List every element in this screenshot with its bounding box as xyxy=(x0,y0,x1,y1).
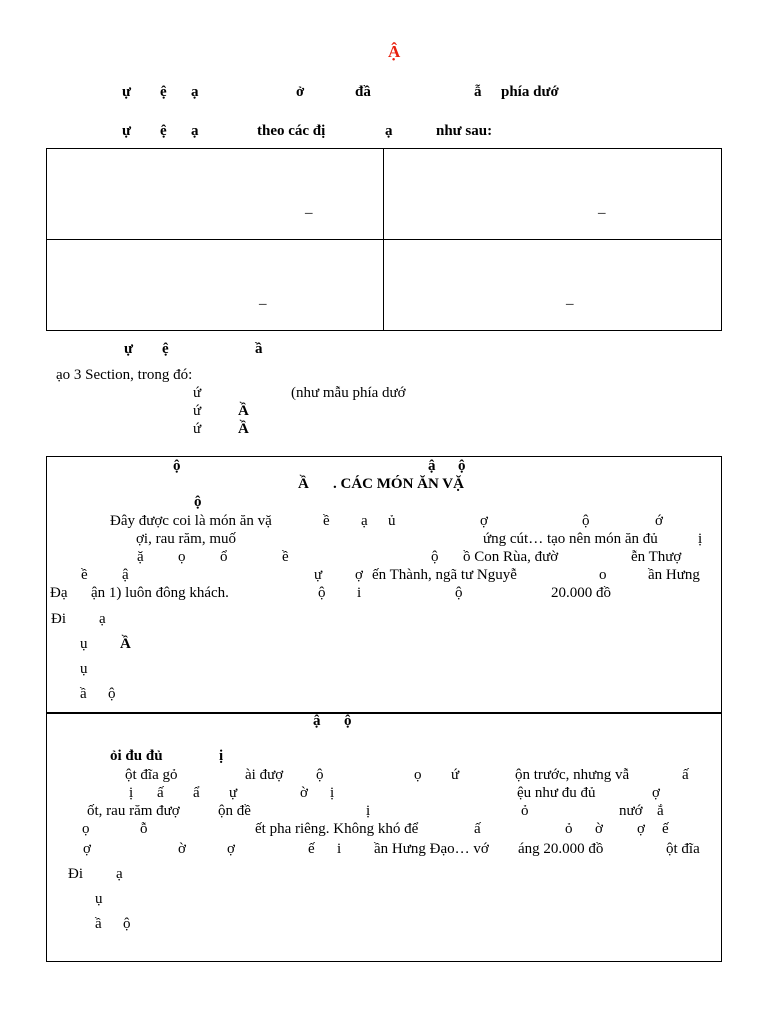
text-fragment: i xyxy=(337,841,342,857)
section-intro: ạo 3 Section, trong đó: xyxy=(56,367,193,383)
text-fragment: ở xyxy=(296,84,305,100)
text-fragment: ài đượ xyxy=(245,767,284,783)
text-fragment: ự xyxy=(124,341,134,357)
text-fragment: ế xyxy=(308,841,315,857)
text-fragment: ạ xyxy=(116,866,123,882)
text-fragment: ọ xyxy=(82,821,90,837)
text-fragment: ủ xyxy=(388,513,396,529)
info-mark: ụ xyxy=(95,891,103,907)
text-fragment: ổ xyxy=(220,549,228,565)
text-fragment: ế xyxy=(662,821,669,837)
grid-cell-mark: _ xyxy=(259,291,267,307)
text-fragment: ấ xyxy=(474,821,481,837)
text-fragment: nướ xyxy=(619,803,643,819)
text-fragment: ần Hưng Đạo… vớ xyxy=(374,841,489,857)
text-fragment: ề xyxy=(282,549,289,565)
section-heading: . CÁC MÓN ĂN VẶ xyxy=(333,476,464,492)
text-fragment: ỏ xyxy=(565,821,573,837)
text-fragment: ờ xyxy=(595,821,603,837)
text-fragment: ỏ xyxy=(521,803,529,819)
text-fragment: ộ xyxy=(431,549,439,565)
text-fragment: Đây được coi là món ăn vặ xyxy=(110,513,272,529)
page-title: Ậ xyxy=(388,42,401,61)
address-label: Đi xyxy=(68,866,83,882)
text-fragment: ị xyxy=(330,785,335,801)
text-fragment: ốt, rau răm đượ xyxy=(87,803,180,819)
section-item-text: Ầ xyxy=(238,403,249,419)
info-mark: ầ xyxy=(95,916,102,932)
text-fragment: ấ xyxy=(157,785,164,801)
text-fragment: ẩ xyxy=(193,785,200,801)
section-item-text: (như mẫu phía dướ xyxy=(291,385,406,401)
text-fragment: Ầ xyxy=(298,476,309,492)
text-fragment: ẫ xyxy=(474,84,482,100)
text-fragment: ọ xyxy=(414,767,422,783)
text-fragment: ấ xyxy=(682,767,689,783)
text-fragment: ễn Thượ xyxy=(631,549,682,565)
text-fragment: ến Thành, ngã tư Nguyễ xyxy=(372,567,517,583)
text-fragment: i xyxy=(357,585,362,601)
text-fragment: ị xyxy=(366,803,371,819)
text-fragment: ề xyxy=(323,513,330,529)
text-fragment: ậ xyxy=(428,458,436,474)
text-fragment: ự xyxy=(122,123,132,139)
text-fragment: ự xyxy=(229,785,238,801)
text-fragment: ầ xyxy=(255,341,263,357)
text-fragment: o xyxy=(599,567,607,583)
text-fragment: ộ xyxy=(318,585,326,601)
text-fragment: ứ xyxy=(451,767,460,783)
text-fragment: ợ xyxy=(83,841,91,857)
text-fragment: ộ xyxy=(458,458,466,474)
text-fragment: ợ xyxy=(227,841,235,857)
text-fragment: 20.000 đồ xyxy=(551,585,611,601)
text-fragment: ắ xyxy=(657,803,664,819)
text-fragment: ự xyxy=(314,567,323,583)
text-fragment: ộ xyxy=(582,513,590,529)
text-fragment: ệ xyxy=(162,341,169,357)
text-fragment: ậ xyxy=(122,567,129,583)
grid-cell-mark: _ xyxy=(566,291,574,307)
text-fragment: ậ xyxy=(313,713,321,729)
text-fragment: ạ xyxy=(361,513,368,529)
text-fragment: ợ xyxy=(355,567,363,583)
text-fragment: ộ xyxy=(173,458,181,474)
section-item-mark: ứ xyxy=(193,421,202,437)
section-item-mark: ứ xyxy=(193,403,202,419)
text-fragment: ề xyxy=(81,567,88,583)
text-fragment: như sau: xyxy=(436,123,493,139)
section-heading: ỏi đu đủ xyxy=(110,748,163,764)
text-fragment: ọ xyxy=(178,549,186,565)
text-fragment: theo các đị xyxy=(257,123,326,139)
text-fragment: ộn đề xyxy=(218,803,251,819)
text-fragment: ệu như đu đủ xyxy=(517,785,596,801)
info-mark: ộ xyxy=(108,686,116,702)
text-fragment: phía dướ xyxy=(501,84,559,100)
text-fragment: ị xyxy=(129,785,134,801)
text-fragment: ờ xyxy=(300,785,308,801)
text-fragment: ồ Con Rùa, đườ xyxy=(463,549,559,565)
text-fragment: ạ xyxy=(385,123,393,139)
text-fragment: ệ xyxy=(160,123,167,139)
text-fragment: ặ xyxy=(137,549,144,565)
section-item-text: Ầ xyxy=(238,421,249,437)
text-fragment: ợ xyxy=(652,785,660,801)
text-fragment: ộ xyxy=(455,585,463,601)
text-fragment: ợ xyxy=(480,513,488,529)
text-fragment: ộ xyxy=(344,713,352,729)
text-fragment: ệ xyxy=(160,84,167,100)
text-fragment: ận 1) luôn đông khách. xyxy=(91,585,229,601)
address-label: Đi xyxy=(51,611,66,627)
info-mark: ộ xyxy=(123,916,131,932)
text-fragment: đầ xyxy=(355,84,371,100)
text-fragment: ạ xyxy=(191,84,199,100)
text-fragment: ạ xyxy=(191,123,199,139)
text-fragment: ờ xyxy=(178,841,186,857)
text-fragment: áng 20.000 đồ xyxy=(518,841,604,857)
info-mark: ụ xyxy=(80,636,88,652)
text-fragment: ộ xyxy=(316,767,324,783)
text-fragment: ợi, rau răm, muố xyxy=(136,531,236,547)
text-fragment: ột đĩa gỏ xyxy=(125,767,178,783)
text-fragment: ộn trước, nhưng vẫ xyxy=(515,767,630,783)
info-mark: Ầ xyxy=(120,636,131,652)
grid-cell-mark: _ xyxy=(598,200,606,216)
text-fragment: ự xyxy=(122,84,132,100)
text-fragment: ộ xyxy=(194,494,202,510)
text-fragment: ị xyxy=(219,748,224,764)
grid-cell-mark: _ xyxy=(305,200,313,216)
section-item-mark: ứ xyxy=(193,385,202,401)
text-fragment: ỗ xyxy=(140,821,148,837)
text-fragment: ột đĩa xyxy=(666,841,700,857)
grid-divider-horizontal xyxy=(46,239,722,240)
info-mark: ầ xyxy=(80,686,87,702)
text-fragment: ạ xyxy=(99,611,106,627)
text-fragment: ớ xyxy=(655,513,663,529)
text-fragment: ần Hưng xyxy=(648,567,700,583)
info-mark: ụ xyxy=(80,661,88,677)
text-fragment: ợ xyxy=(637,821,645,837)
text-fragment: Đạ xyxy=(50,585,68,601)
text-fragment: ị xyxy=(698,531,703,547)
text-fragment: ứng cút… tạo nên món ăn đủ xyxy=(483,531,658,547)
text-fragment: ết pha riêng. Không khó để xyxy=(255,821,419,837)
